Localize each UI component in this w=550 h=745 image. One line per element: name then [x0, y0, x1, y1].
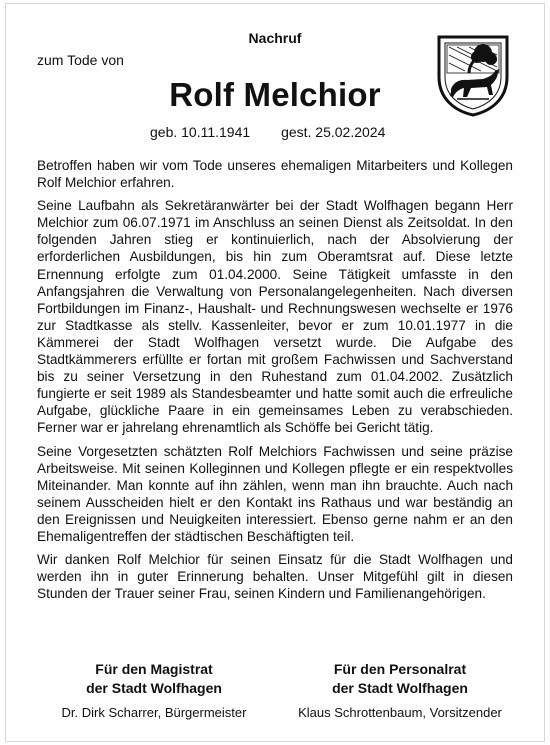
death-date: gest. 25.02.2024	[281, 124, 386, 140]
body-paragraph: Betroffen haben wir vom Tode unseres ehemaligen Mitarbeiters und Kollegen Rolf Melchior erfahren.	[37, 158, 513, 191]
life-dates	[150, 124, 412, 140]
notice-body	[37, 157, 513, 608]
signature-person: Dr. Dirk Scharrer, Bürgermeister	[61, 705, 247, 720]
notice-heading: Nachruf	[248, 30, 302, 46]
notice-intro: zum Tode von	[37, 52, 124, 68]
body-paragraph: Seine Laufbahn als Sekretäranwärter bei der Stadt Wolfhagen begann Herr Melchior zum 06.07.1971 im Anschluss an seinen Dienst als Zeitsoldat. In den folgenden Jahren stieg er kontinuierlich, nach der Absolvierung der erforderlichen Ausbildungen, bis hin zum Oberamtsrat auf. Diese letzte Ernennung erfolgte zum 01.04.2000. Seine Tätigkeit umfasste in den Anfangsjahren die Verwaltung von Personalangelegenheiten. Nach diversen Fortbildungen im Finanz-, Haushalt- und Rechnungswesen wechselte er 1976 zur Stadtkasse als stellv. Kassenleiter, bevor er zum 10.01.1977 in die Kämmerei der Stadt Wolfhagen versetzt wurde. Die Aufgabe des Stadtkämmerers erfüllte er fortan mit großem Fachwissen und Sachverstand bis zu seiner Versetzung in den Ruhestand zum 01.04.2002. Zusätzlich fungierte er seit 1989 als Standesbeamter und hatte somit auch die erfreuliche Aufgabe, glückliche Paare in ein gemeinsames Leben zu verabschieden. Ferner war er jahrelang ehrenamtlich als Schöffe bei Gericht tätig.	[37, 198, 513, 436]
signature-org-line: Für den Magistrat	[95, 661, 213, 677]
signature-person: Klaus Schrottenbaum, Vorsitzender	[298, 705, 502, 720]
wolfhagen-coat-of-arms-icon	[433, 33, 513, 117]
signature-org-line: Für den Personalrat	[333, 661, 467, 677]
signature-org-line: der Stadt Wolfhagen	[86, 680, 222, 696]
signature-magistrat	[34, 660, 274, 720]
body-paragraph: Seine Vorgesetzten schätzten Rolf Melchiors Fachwissen und seine präzise Arbeitsweise. Mit seinen Kolleginnen und Kollegen pflegte er ein respektvolles Miteinander. Man konnte auf ihn zählen, wenn man ihn brauchte. Auch nach seinem Ausscheiden hielt er den Kontakt ins Rathaus und war beständig an den Ereignissen und Neuigkeiten interessiert. Ebenso gerne nahm er an den Ehemaligentreffen der städtischen Beschäftigten teil.	[37, 443, 513, 544]
signature-org-line: der Stadt Wolfhagen	[332, 680, 468, 696]
signature-personalrat	[280, 660, 520, 720]
deceased-name: Rolf Melchior	[169, 76, 381, 113]
birth-date: geb. 10.11.1941	[150, 124, 251, 140]
body-paragraph: Wir danken Rolf Melchior für seinen Einsatz für die Stadt Wolfhagen und werden ihn in guter Erinnerung behalten. Unser Mitgefühl gilt in diesen Stunden der Trauer seiner Frau, seinen Kindern und Familienangehörigen.	[37, 552, 513, 602]
